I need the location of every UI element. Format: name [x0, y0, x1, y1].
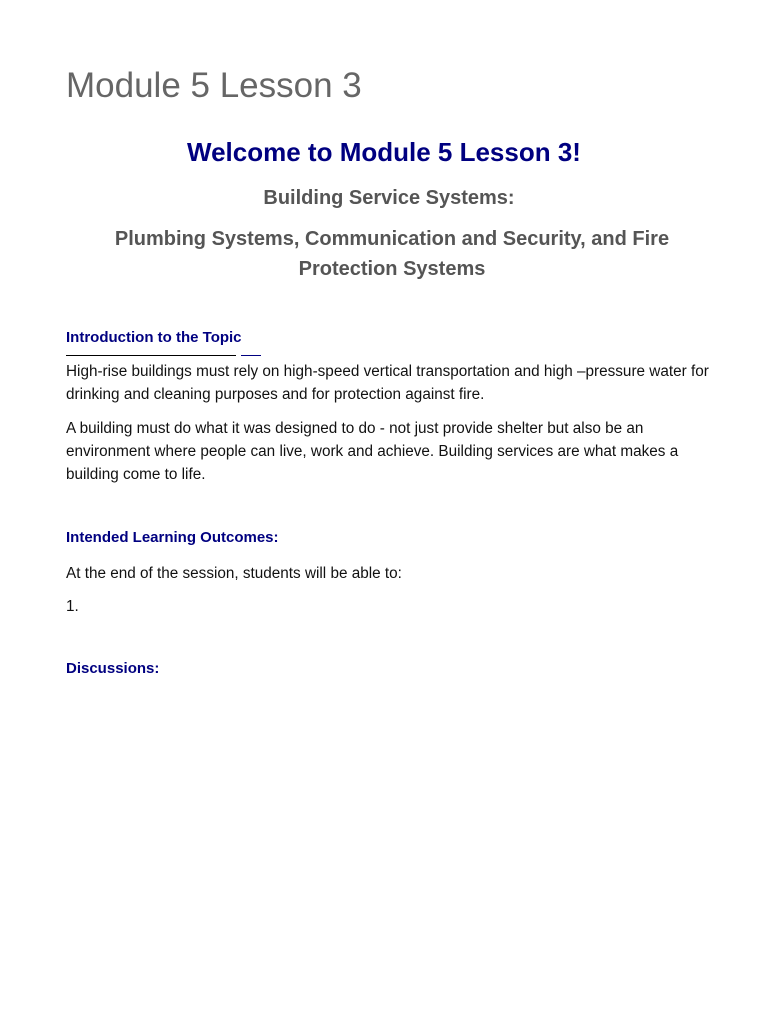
- welcome-heading: Welcome to Module 5 Lesson 3!: [187, 137, 581, 167]
- intro-paragraph-2: A building must do what it was designed to do - not just provide shelter but also be an environment where people can live, work and achieve. Building services are what makes a building come to life.: [66, 420, 679, 483]
- outcome-list-item: 1.: [66, 598, 79, 615]
- heading-underline-accent: [241, 355, 261, 356]
- discussions-heading: Discussions:: [66, 660, 160, 677]
- outcomes-lead: At the end of the session, students will be able to:: [66, 565, 402, 582]
- intro-paragraph-1: High-rise buildings must rely on high-speed vertical transportation and high –pressure water for drinking and cleaning purposes and for protection against fire.: [66, 363, 709, 403]
- heading-underline: [66, 355, 236, 356]
- learning-outcomes-heading: Intended Learning Outcomes:: [66, 529, 279, 546]
- lesson-subtitle: Building Service Systems:: [263, 187, 515, 209]
- lesson-topics: Plumbing Systems, Communication and Security, and Fire Protection Systems: [114, 228, 670, 280]
- page-title: Module 5 Lesson 3: [66, 66, 362, 105]
- introduction-heading: Introduction to the Topic: [66, 329, 242, 346]
